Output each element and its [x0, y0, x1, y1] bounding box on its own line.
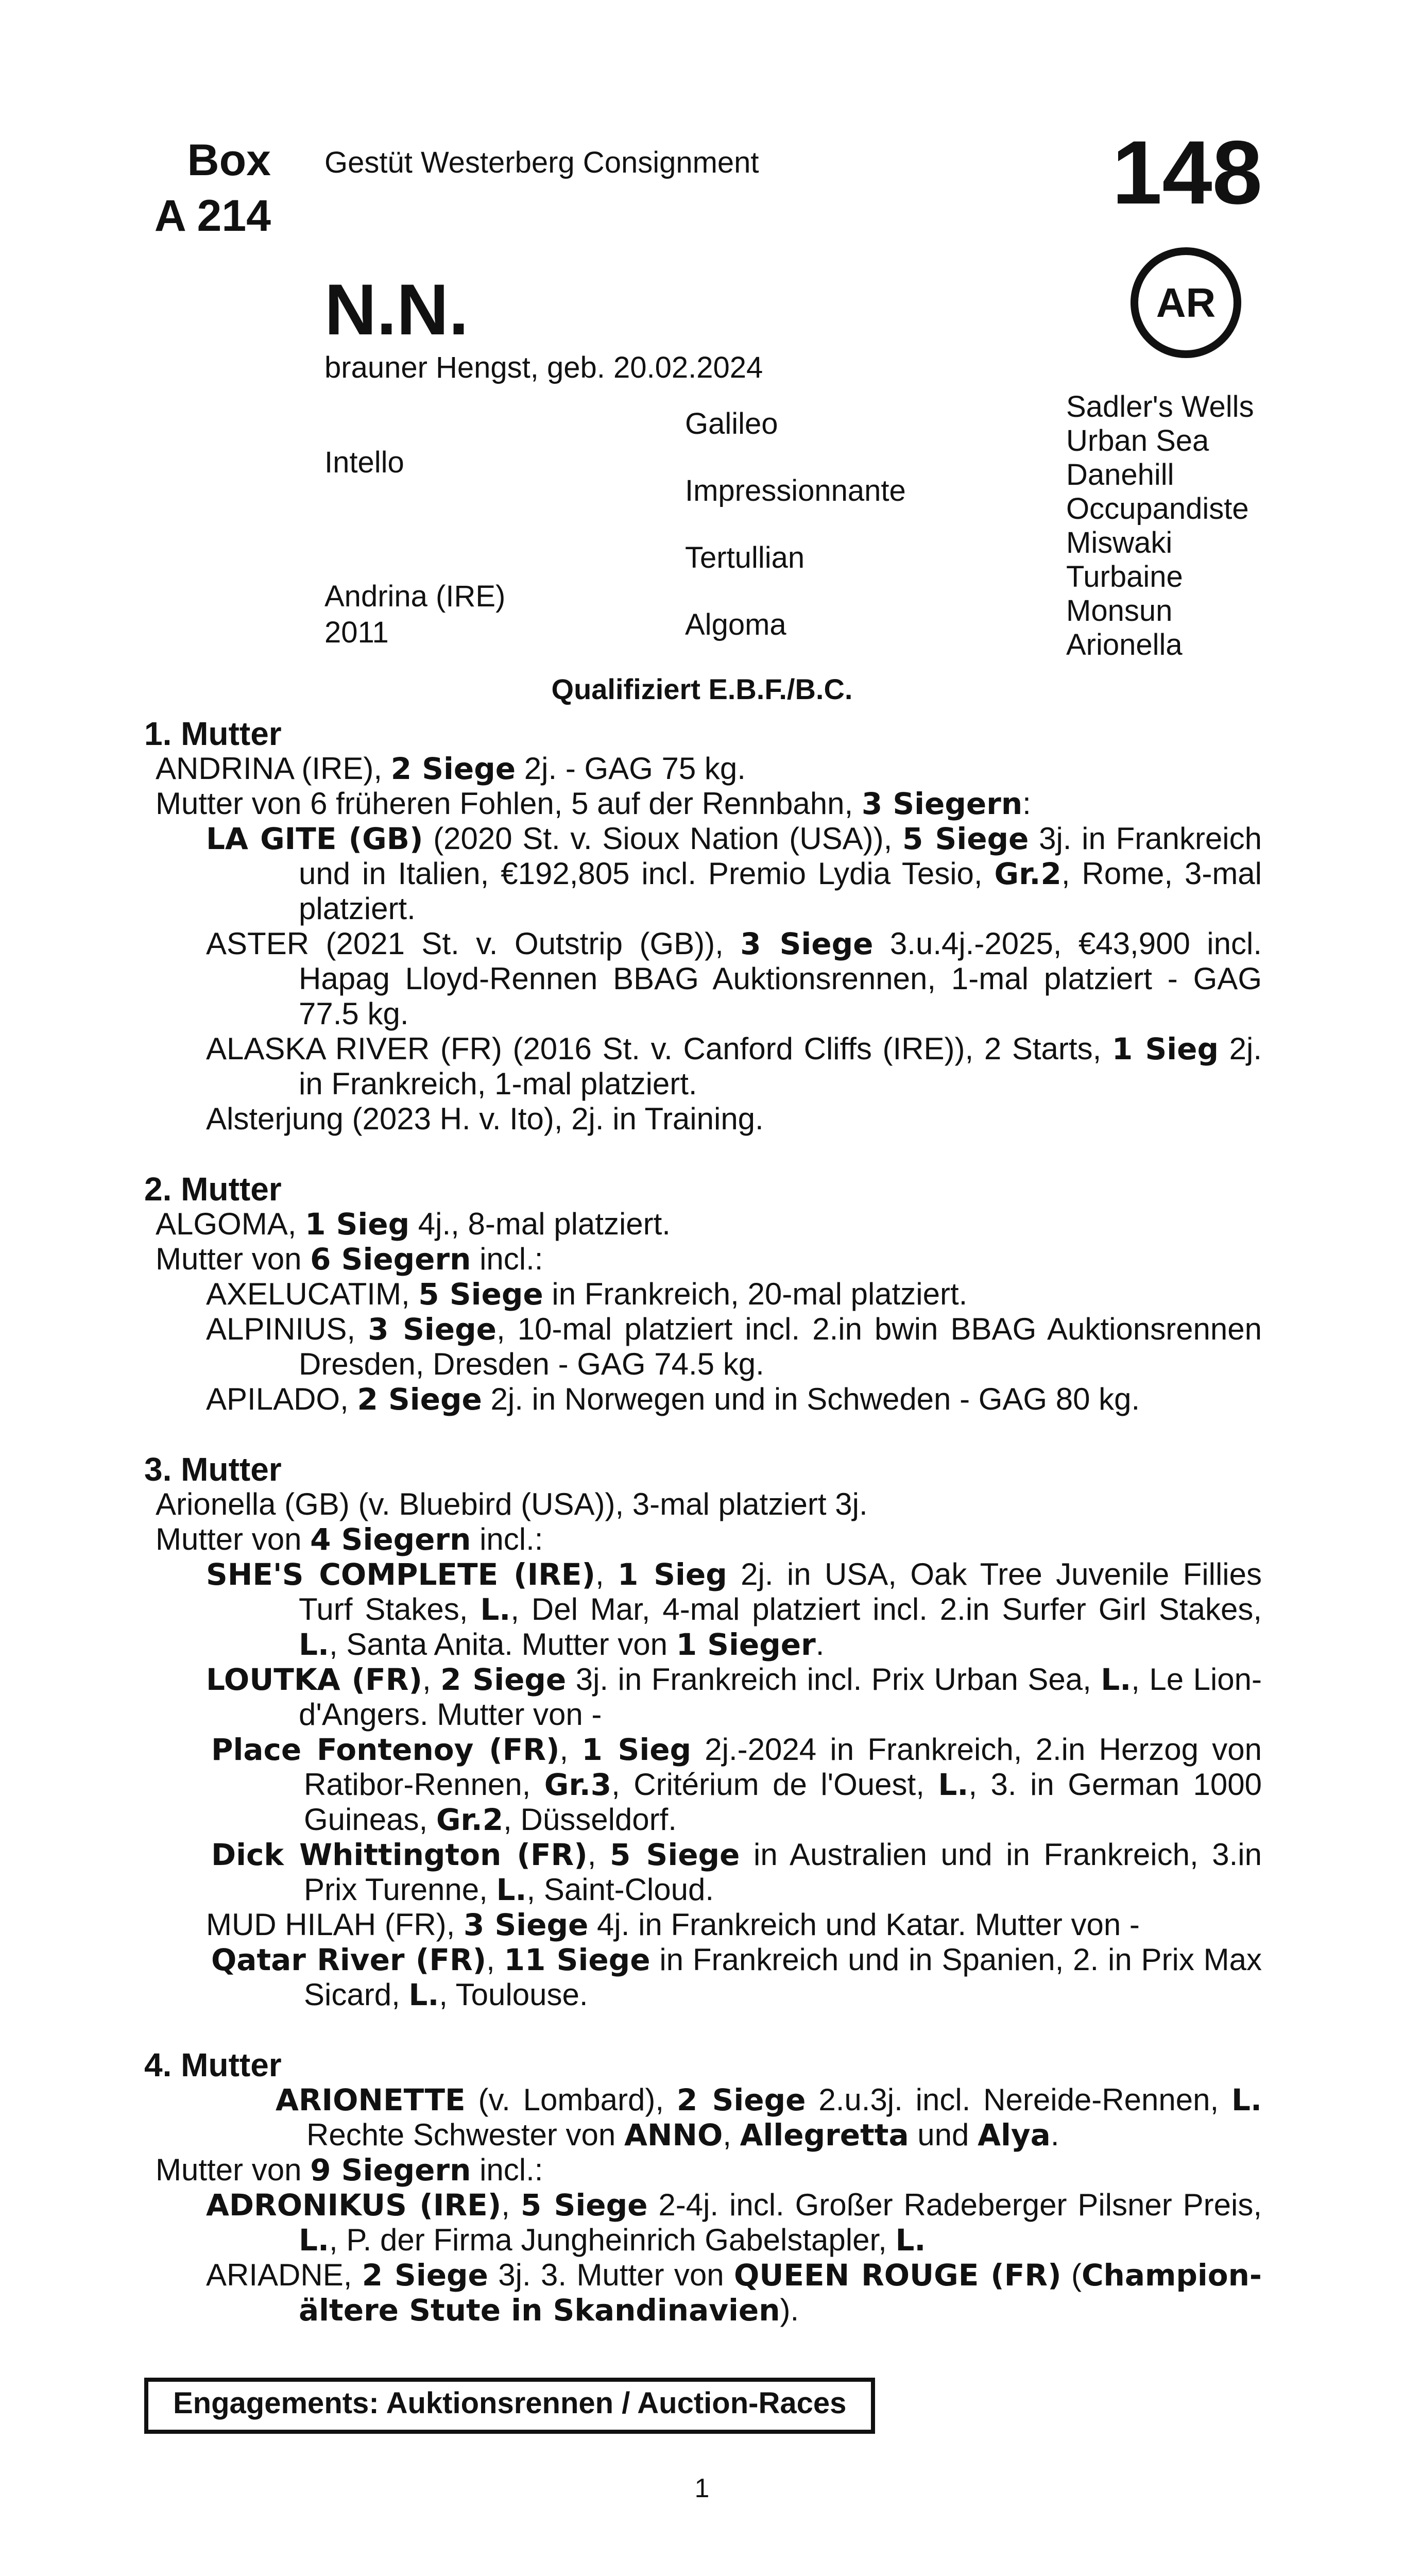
great-grandparent: Miswaki: [1066, 526, 1173, 560]
section-title: 2. Mutter: [144, 1171, 282, 1208]
produce-line: Mutter von 9 Siegern incl.:: [156, 2153, 543, 2188]
sire: Intello: [324, 446, 404, 479]
grandparent: Algoma: [685, 608, 786, 641]
produce-entry: ALASKA RIVER (FR) (2016 St. v. Canford Cliffs (IRE)), 2 Starts, 1 Sieg 2j. in Frankreich, 1-mal platziert.: [206, 1031, 1262, 1101]
lot-number: 148: [1112, 123, 1262, 223]
produce-entry: APILADO, 2 Siege 2j. in Norwegen und in Schweden - GAG 80 kg.: [206, 1382, 1140, 1417]
produce-entry: ALPINIUS, 3 Siege, 10-mal platziert incl. 2.in bwin BBAG Auktionsrennen Dresden, Dresden - GAG 74.5 kg.: [206, 1312, 1262, 1381]
consignor: Gestüt Westerberg Consignment: [324, 146, 759, 179]
section-title: 4. Mutter: [144, 2046, 282, 2083]
grand-produce-entry: Qatar River (FR), 11 Siege in Frankreich und in Spanien, 2. in Prix Max Sicard, L., Toulouse.: [211, 1942, 1262, 2012]
produce-entry: Alsterjung (2023 H. v. Ito), 2j. in Training.: [206, 1101, 764, 1136]
produce-entry: ARIADNE, 2 Siege 3j. 3. Mutter von QUEEN ROUGE (FR) (Champion-ältere Stute in Skandinavien).: [206, 2258, 1262, 2328]
qualification: Qualifiziert E.B.F./B.C.: [551, 673, 853, 705]
great-grandparent: Urban Sea: [1066, 424, 1209, 457]
box-number: A 214: [154, 191, 271, 241]
dam-line: ARIONETTE (v. Lombard), 2 Siege 2.u.3j. incl. Nereide-Rennen, L. Rechte Schwester von ANNO, Allegretta und Alya.: [276, 2082, 1262, 2153]
engagements-label: Engagements: Auktionsrennen / Auction-Races: [173, 2386, 847, 2420]
dam: Andrina (IRE): [324, 580, 506, 613]
produce-line: Mutter von 6 Siegern incl.:: [156, 1242, 543, 1277]
grandparent: Impressionnante: [685, 474, 906, 507]
page-number: 1: [694, 2473, 710, 2503]
great-grandparent: Monsun: [1066, 594, 1173, 628]
section-title: 3. Mutter: [144, 1451, 282, 1488]
pedigree-details: [144, 716, 1262, 2328]
grand-produce-entry: Dick Whittington (FR), 5 Siege in Australien und in Frankreich, 3.in Prix Turenne, L., Saint-Cloud.: [211, 1837, 1262, 1907]
dam-line: Arionella (GB) (v. Bluebird (USA)), 3-mal platziert 3j.: [156, 1487, 868, 1521]
engagements-box: [144, 2378, 875, 2434]
horse-name: N.N.: [324, 269, 469, 350]
section-title: 1. Mutter: [144, 715, 282, 752]
dam-year: 2011: [324, 616, 389, 649]
horse-description: brauner Hengst, geb. 20.02.2024: [324, 351, 763, 384]
produce-entry: MUD HILAH (FR), 3 Siege 4j. in Frankreich und Katar. Mutter von -: [206, 1907, 1140, 1942]
great-grandparent: Danehill: [1066, 458, 1174, 492]
grandparent: Tertullian: [685, 541, 805, 574]
ar-badge-label: AR: [1156, 279, 1216, 326]
dam-line: ANDRINA (IRE), 2 Siege 2j. - GAG 75 kg.: [156, 751, 746, 786]
ar-badge: [1131, 247, 1241, 358]
great-grandparent: Arionella: [1066, 628, 1183, 662]
great-grandparent: Sadler's Wells: [1066, 390, 1254, 423]
great-grandparent: Occupandiste: [1066, 492, 1249, 526]
grandparent: Galileo: [685, 407, 778, 440]
produce-line: Mutter von 6 früheren Fohlen, 5 auf der Rennbahn, 3 Siegern:: [156, 786, 1031, 821]
grand-produce-entry: Place Fontenoy (FR), 1 Sieg 2j.-2024 in Frankreich, 2.in Herzog von Ratibor-Rennen, Gr.3, Critérium de l'Ouest, L., 3. in German 1000 Guineas, Gr.2, Düsseldorf.: [211, 1732, 1262, 1837]
produce-line: Mutter von 4 Siegern incl.:: [156, 1522, 543, 1557]
produce-entry: SHE'S COMPLETE (IRE), 1 Sieg 2j. in USA, Oak Tree Juvenile Fillies Turf Stakes, L., Del Mar, 4-mal platziert incl. 2.in Surfer Girl Stakes, L., Santa Anita. Mutter von 1 Sieger.: [206, 1557, 1262, 1662]
produce-entry: ASTER (2021 St. v. Outstrip (GB)), 3 Siege 3.u.4j.-2025, €43,900 incl. Hapag Lloyd-Rennen BBAG Auktionsrennen, 1-mal platziert - GAG 77.5 kg.: [206, 926, 1262, 1031]
produce-entry: LOUTKA (FR), 2 Siege 3j. in Frankreich incl. Prix Urban Sea, L., Le Lion-d'Angers. Mutter von -: [206, 1662, 1262, 1732]
great-grandparent: Turbaine: [1066, 560, 1183, 594]
produce-entry: AXELUCATIM, 5 Siege in Frankreich, 20-mal platziert.: [206, 1277, 968, 1312]
dam-line: ALGOMA, 1 Sieg 4j., 8-mal platziert.: [156, 1207, 671, 1242]
box-label: Box: [187, 135, 271, 185]
produce-entry: LA GITE (GB) (2020 St. v. Sioux Nation (USA)), 5 Siege 3j. in Frankreich und in Italien, €192,805 incl. Premio Lydia Tesio, Gr.2, Rome, 3-mal platziert.: [206, 821, 1262, 926]
produce-entry: ADRONIKUS (IRE), 5 Siege 2-4j. incl. Großer Radeberger Pilsner Preis, L., P. der Firma Jungheinrich Gabelstapler, L.: [206, 2188, 1262, 2258]
